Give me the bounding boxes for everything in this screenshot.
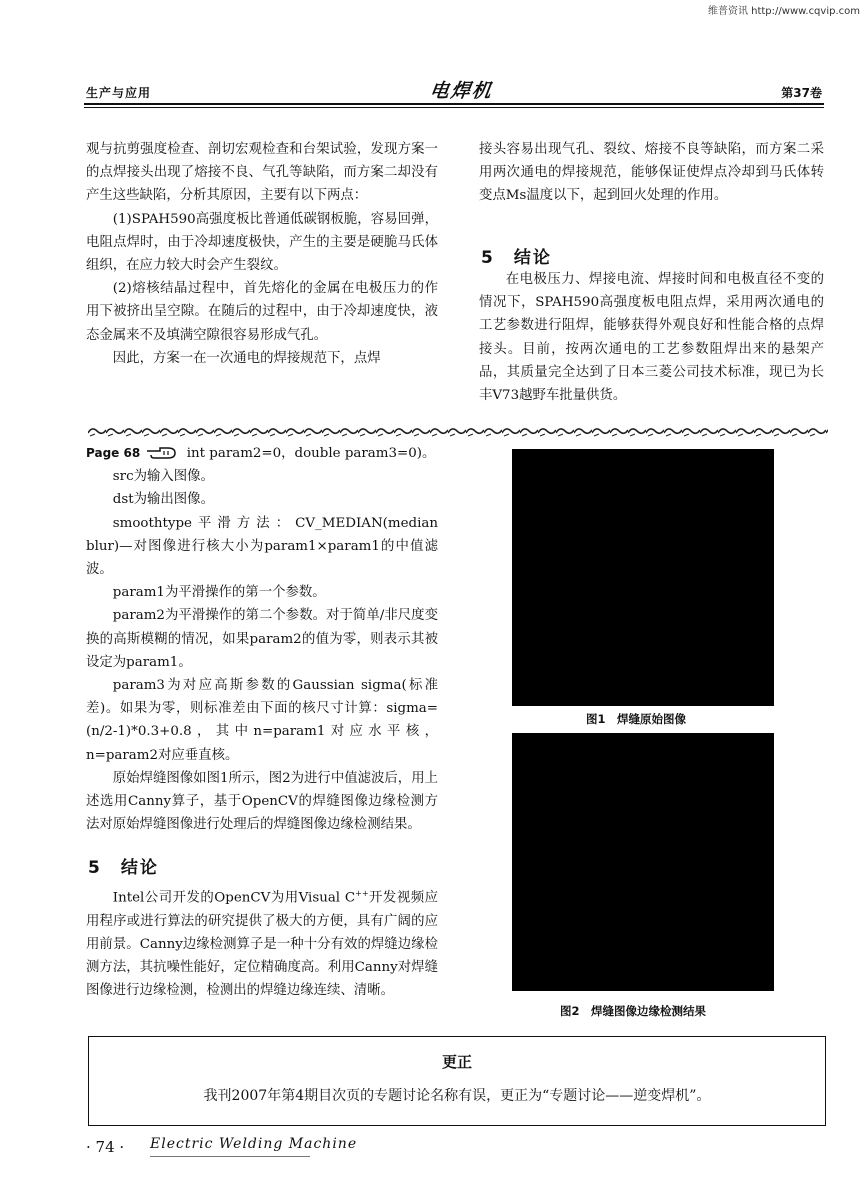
- conclusion-paragraph: [479, 268, 824, 407]
- paragraph: 因此，方案一在一次通电的焊接规范下，点焊: [112, 350, 381, 366]
- header-section-label: 生产与应用: [86, 86, 152, 100]
- header-rule-thin: [84, 107, 824, 108]
- decorative-divider: [88, 424, 828, 438]
- pointing-hand-icon: [146, 446, 176, 460]
- paragraph: dst为输出图像。: [112, 492, 214, 508]
- page-reference: Page 68: [86, 446, 141, 460]
- paragraph: 原始焊缝图像如图1所示，图2为进行中值滤波后，用上述选用Canny算子，基于OpenCV的焊缝图像边缘检测方法对原始焊缝图像进行处理后的焊缝图像边缘检测结果。: [86, 770, 438, 833]
- correction-title: 更正: [441, 1053, 472, 1071]
- continuation-text: int param2=0，double param3=0)。: [186, 446, 436, 461]
- page-number: · 74 ·: [86, 1138, 125, 1156]
- conclusion-paragraph: [86, 882, 438, 1002]
- top-right-column: [479, 138, 824, 208]
- paragraph: src为输入图像。: [112, 469, 214, 485]
- section-heading-conclusion: 5 结论: [88, 858, 159, 878]
- volume-label: 第37卷: [781, 86, 822, 100]
- figure-2-image: [512, 733, 774, 991]
- footer-journal-name: Electric Welding Machine: [150, 1136, 358, 1152]
- conclusion-text: 开发视频应用程序或进行算法的研究提供了极大的方便，具有广阔的应用前景。Canny边缘检测算子是一种十分有效的焊缝边缘检测方法，其抗噪性能好，定位精确度高。利用Canny对焊缝图像进行边缘检测，检测出的焊缝边缘连续、清晰。: [86, 890, 439, 999]
- paragraph: param3为对应高斯参数的Gaussian sigma(标准差)。如果为零，则标准差由下面的核尺寸计算：sigma=(n/2-1)*0.3+0.8，其中n=param1对应水平核，n=param2对应垂直核。: [86, 678, 438, 763]
- source-watermark: 维普资讯 http://www.cqvip.com: [707, 6, 860, 17]
- paragraph: param2为平滑操作的第二个参数。对于简单/非尺度变换的高斯模糊的情况，如果param2的值为零，则表示其被设定为param1。: [86, 608, 438, 670]
- footer-rule: [150, 1156, 310, 1157]
- paragraph: 接头容易出现气孔、裂纹、熔接不良等缺陷，而方案二采用两次通电的焊接规范，能够保证使焊点冷却到马氏体转变点Ms温度以下，起到回火处理的作用。: [479, 142, 824, 204]
- superscript: ++: [355, 889, 369, 898]
- figure-1-caption: 图1 焊缝原始图像: [586, 712, 687, 726]
- continuation-line: [86, 442, 438, 465]
- conclusion-text: Intel公司开发的OpenCV为用Visual C: [112, 890, 356, 906]
- paragraph: 观与抗剪强度检查、剖切宏观检查和台架试验，发现方案一的点焊接头出现了熔接不良、气孔等缺陷，而方案二却没有产生这些缺陷，分析其原因，主要有以下两点：: [86, 142, 438, 204]
- figure-2-caption: 图2 焊缝图像边缘检测结果: [560, 1004, 707, 1018]
- bottom-left-column: [86, 442, 438, 836]
- paragraph: param1为平滑操作的第一个参数。: [112, 585, 326, 601]
- paragraph: (2)熔核结晶过程中，首先熔化的金属在电极压力的作用下被挤出呈空隙。在随后的过程中，由于冷却速度快，液态金属来不及填满空隙很容易形成气孔。: [86, 281, 438, 343]
- top-left-column: [86, 138, 438, 370]
- paragraph: smoothtype平滑方法：CV_MEDIAN(median blur)—对图像进行核大小为param1×param1的中值滤波。: [86, 515, 438, 578]
- section-heading-conclusion: 5 结论: [481, 248, 552, 268]
- paragraph: [86, 882, 438, 1002]
- header-rule: [84, 103, 824, 105]
- correction-box: [88, 1036, 826, 1126]
- correction-text: 我刊2007年第4期目次页的专题讨论名称有误，更正为“专题讨论——逆变焊机”。: [203, 1088, 711, 1104]
- paragraph: 在电极压力、焊接电流、焊接时间和电极直径不变的情况下，SPAH590高强度板电阻点焊，采用两次通电的工艺参数进行阻焊，能够获得外观良好和性能合格的点焊接头。目前，按两次通电的工艺参数阻焊出来的悬架产品，其质量完全达到了日本三菱公司技术标准，现已为长丰V73越野车批量供货。: [479, 272, 824, 404]
- figure-1-image: [512, 449, 774, 706]
- paragraph: (1)SPAH590高强度板比普通低碳钢板脆，容易回弹，电阻点焊时，由于冷却速度极快，产生的主要是硬脆马氏体组织，在应力较大时会产生裂纹。: [86, 211, 438, 274]
- journal-logo: 电焊机: [428, 80, 495, 102]
